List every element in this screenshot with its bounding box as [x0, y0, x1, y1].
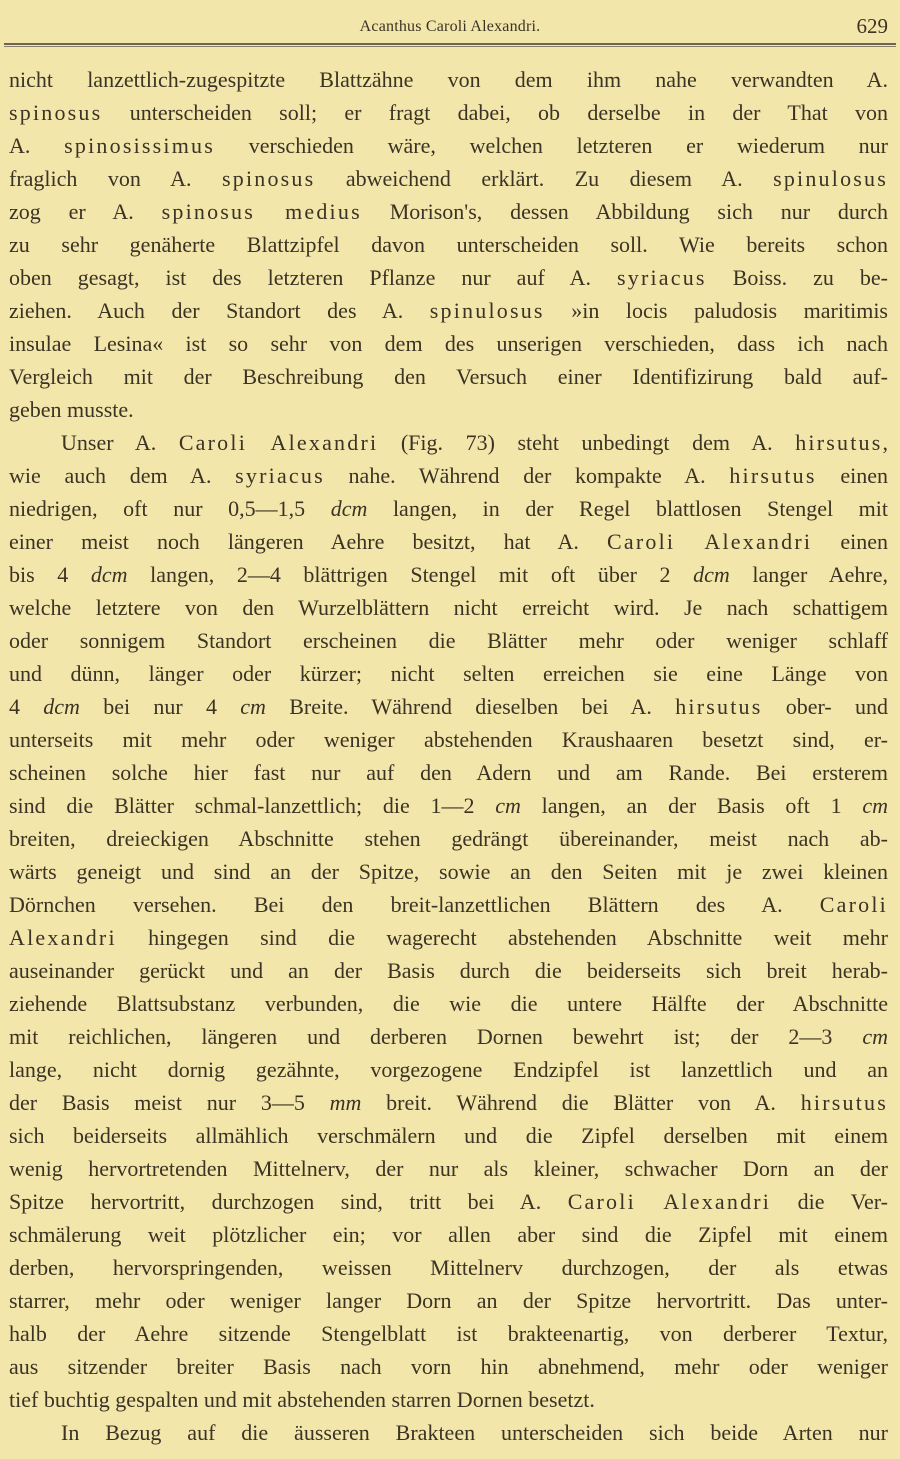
text-run: oder sonnigem Standort erscheinen die Blätter mehr oder weniger schlaff	[9, 628, 888, 653]
text-run: In Bezug auf die äusseren Brakteen unterscheiden sich beide Arten nur	[61, 1420, 888, 1445]
text-line	[9, 1350, 888, 1383]
italic-unit: dcm	[43, 694, 80, 719]
spaced-species-name: Caroli Alexandri	[607, 529, 813, 554]
italic-unit: dcm	[330, 496, 368, 521]
text-run: hingegen sind die wagerecht abstehenden Abschnitte weit mehr	[116, 925, 888, 950]
text-line	[9, 393, 888, 426]
italic-unit: cm	[862, 793, 889, 818]
text-run: A.	[9, 133, 65, 158]
text-run: zog er A.	[9, 199, 162, 224]
text-run: halb der Aehre sitzende Stengelblatt ist brakteenartig, von derberer Textur,	[9, 1321, 888, 1346]
text-line	[9, 954, 888, 987]
spaced-species-name: Caroli	[819, 892, 888, 917]
text-run: unterseits mit mehr oder weniger abstehenden Kraushaaren besetzt sind, er-	[9, 727, 888, 752]
text-run: verschieden wäre, welchen letzteren er wiederum nur	[215, 133, 889, 158]
italic-unit: dcm	[693, 562, 730, 587]
text-run: Unser A.	[61, 430, 179, 455]
text-line	[9, 756, 888, 789]
spaced-species-name: Alexandri	[9, 925, 117, 950]
text-line	[9, 1185, 888, 1218]
text-run: wenig hervortretenden Mittelnerv, der nur als kleiner, schwacher Dorn an der	[9, 1156, 888, 1181]
text-run: sich beiderseits allmählich verschmälern und die Zipfel derselben mit einem	[9, 1123, 888, 1148]
text-run: aus sitzender breiter Basis nach vorn hin abnehmend, mehr oder weniger	[9, 1354, 888, 1379]
text-run: Spitze hervortritt, durchzogen sind, tritt bei A.	[9, 1189, 568, 1214]
text-run: wie auch dem A.	[9, 463, 236, 488]
text-line	[9, 96, 888, 129]
spaced-species-name: spinosus	[221, 166, 316, 191]
text-line	[9, 591, 888, 624]
text-line	[9, 1416, 888, 1449]
spaced-species-name: spinosus	[9, 100, 103, 125]
text-line	[9, 294, 888, 327]
text-run: ziehende Blattsubstanz verbunden, die wie die untere Hälfte der Abschnitte	[9, 991, 888, 1016]
text-line	[9, 129, 888, 162]
italic-unit: cm	[495, 793, 521, 818]
header-rule	[4, 43, 896, 47]
spaced-species-name: Caroli Alexandri	[178, 430, 379, 455]
text-line	[9, 1086, 888, 1119]
text-run: (Fig. 73) steht unbedingt dem A.	[378, 430, 796, 455]
text-line	[9, 822, 888, 855]
text-line	[9, 1152, 888, 1185]
text-line	[9, 1284, 888, 1317]
running-title: Acanthus Caroli Alexandri.	[359, 18, 541, 35]
text-line	[9, 921, 888, 954]
text-line	[9, 525, 888, 558]
text-run: unterscheiden soll; er fragt dabei, ob derselbe in der That von	[102, 100, 888, 125]
text-line	[9, 426, 888, 459]
text-run: langen, in der Regel blattlosen Stengel mit	[367, 496, 888, 521]
text-line	[9, 987, 888, 1020]
text-line	[9, 459, 888, 492]
text-run: langen, 2—4 blättrigen Stengel mit oft über 2	[127, 562, 694, 587]
spaced-species-name: Caroli Alexandri	[567, 1189, 772, 1214]
text-line	[9, 1317, 888, 1350]
text-line	[9, 855, 888, 888]
paragraph	[9, 1416, 888, 1449]
text-run: »in locis paludosis maritimis	[544, 298, 888, 323]
spaced-species-name: spinosissimus	[64, 133, 216, 158]
text-run: wärts geneigt und sind an der Spitze, sowie an den Seiten mit je zwei kleinen	[9, 859, 888, 884]
text-line	[9, 492, 888, 525]
text-run: langer Aehre,	[729, 562, 888, 587]
text-run: tief buchtig gespalten und mit abstehenden starren Dornen besetzt.	[9, 1387, 595, 1412]
italic-unit: cm	[240, 694, 266, 719]
text-run: Dörnchen versehen. Bei den breit-lanzettlichen Blättern des A.	[9, 892, 820, 917]
spaced-species-name: syriacus	[235, 463, 325, 488]
text-run: ,	[882, 430, 889, 455]
text-run: Breite. Während dieselben bei A.	[265, 694, 676, 719]
text-line	[9, 360, 888, 393]
paragraph	[9, 63, 888, 426]
running-header	[0, 14, 900, 44]
text-run: auseinander gerückt und an der Basis durch die beiderseits sich breit herab-	[9, 958, 888, 983]
text-run: lange, nicht dornig gezähnte, vorgezogene Endzipfel ist lanzettlich und an	[9, 1057, 888, 1082]
text-run: zu sehr genäherte Blattzipfel davon unterscheiden soll. Wie bereits schon	[9, 232, 888, 257]
spaced-species-name: hirsutus	[795, 430, 883, 455]
spaced-species-name: hirsutus	[675, 694, 763, 719]
text-run: ober- und	[762, 694, 889, 719]
text-run: scheinen solche hier fast nur auf den Adern und am Rande. Bei ersterem	[9, 760, 888, 785]
text-run: niedrigen, oft nur 0,5—1,5	[9, 496, 331, 521]
text-run: welche letztere von den Wurzelblättern nicht erreicht wird. Je nach schattigem	[9, 595, 888, 620]
italic-unit: dcm	[90, 562, 128, 587]
text-line	[9, 789, 888, 822]
text-run: der Basis meist nur 3—5	[9, 1090, 330, 1115]
text-run: schmälerung weit plötzlicher ein; vor allen aber sind die Zipfel mit einem	[9, 1222, 888, 1247]
text-line	[9, 1251, 888, 1284]
spaced-species-name: hirsutus	[800, 1090, 888, 1115]
text-run: breiten, dreieckigen Abschnitte stehen gedrängt übereinander, meist nach ab-	[9, 826, 888, 851]
text-run: und dünn, länger oder kürzer; nicht selten erreichen sie eine Länge von	[9, 661, 888, 686]
text-run: abweichend erklärt. Zu diesem A.	[315, 166, 774, 191]
italic-unit: mm	[329, 1090, 362, 1115]
text-line	[9, 1053, 888, 1086]
text-line	[9, 63, 888, 96]
text-line	[9, 228, 888, 261]
spaced-species-name: syriacus	[616, 265, 707, 290]
text-run: fraglich von A.	[9, 166, 222, 191]
spaced-species-name: spinulosus	[429, 298, 545, 323]
text-line	[9, 1218, 888, 1251]
text-line	[9, 723, 888, 756]
page-number: 629	[856, 14, 888, 38]
text-line	[9, 1020, 888, 1053]
text-line	[9, 657, 888, 690]
text-run: insulae Lesina« ist so sehr von dem des unserigen verschieden, dass ich nach	[9, 331, 888, 356]
text-run: Vergleich mit der Beschreibung den Versuch einer Identifizirung bald auf-	[9, 364, 888, 389]
text-line	[9, 558, 888, 591]
spaced-species-name: hirsutus	[729, 463, 817, 488]
text-run: 4	[9, 694, 44, 719]
text-line	[9, 888, 888, 921]
text-line	[9, 162, 888, 195]
text-run: ziehen. Auch der Standort des A.	[9, 298, 430, 323]
text-run: breit. Während die Blätter von A.	[361, 1090, 801, 1115]
text-run: mit reichlichen, längeren und derberen Dornen bewehrt ist; der 2—3	[9, 1024, 863, 1049]
spaced-species-name: spinosus medius	[161, 199, 362, 224]
text-run: sind die Blätter schmal-lanzettlich; die 1—2	[9, 793, 496, 818]
text-run: nicht lanzettlich-zugespitzte Blattzähne von dem ihm nahe verwandten A.	[9, 67, 888, 92]
text-run: Morison's, dessen Abbildung sich nur durch	[361, 199, 889, 224]
text-run: einen	[816, 463, 888, 488]
italic-unit: cm	[862, 1024, 888, 1049]
text-run: derben, hervorspringenden, weissen Mittelnerv durchzogen, der als etwas	[9, 1255, 888, 1280]
text-run: einen	[812, 529, 888, 554]
text-line	[9, 690, 888, 723]
paragraph	[9, 426, 888, 1416]
text-run: oben gesagt, ist des letzteren Pflanze nur auf A.	[9, 265, 617, 290]
text-run: langen, an der Basis oft 1	[520, 793, 863, 818]
text-line	[9, 327, 888, 360]
text-run: geben musste.	[9, 397, 134, 422]
text-line	[9, 261, 888, 294]
text-run: starrer, mehr oder weniger langer Dorn an der Spitze hervortritt. Das unter-	[9, 1288, 888, 1313]
text-line	[9, 1119, 888, 1152]
text-run: Boiss. zu be-	[706, 265, 888, 290]
text-line	[9, 624, 888, 657]
text-run: einer meist noch längeren Aehre besitzt, hat A.	[9, 529, 608, 554]
spaced-species-name: spinulosus	[773, 166, 888, 191]
body-text	[9, 63, 888, 1449]
text-line	[9, 1383, 888, 1416]
text-run: bei nur 4	[79, 694, 241, 719]
text-line	[9, 195, 888, 228]
text-run: bis 4	[9, 562, 91, 587]
text-run: nahe. Während der kompakte A.	[324, 463, 730, 488]
text-run: die Ver-	[771, 1189, 888, 1214]
